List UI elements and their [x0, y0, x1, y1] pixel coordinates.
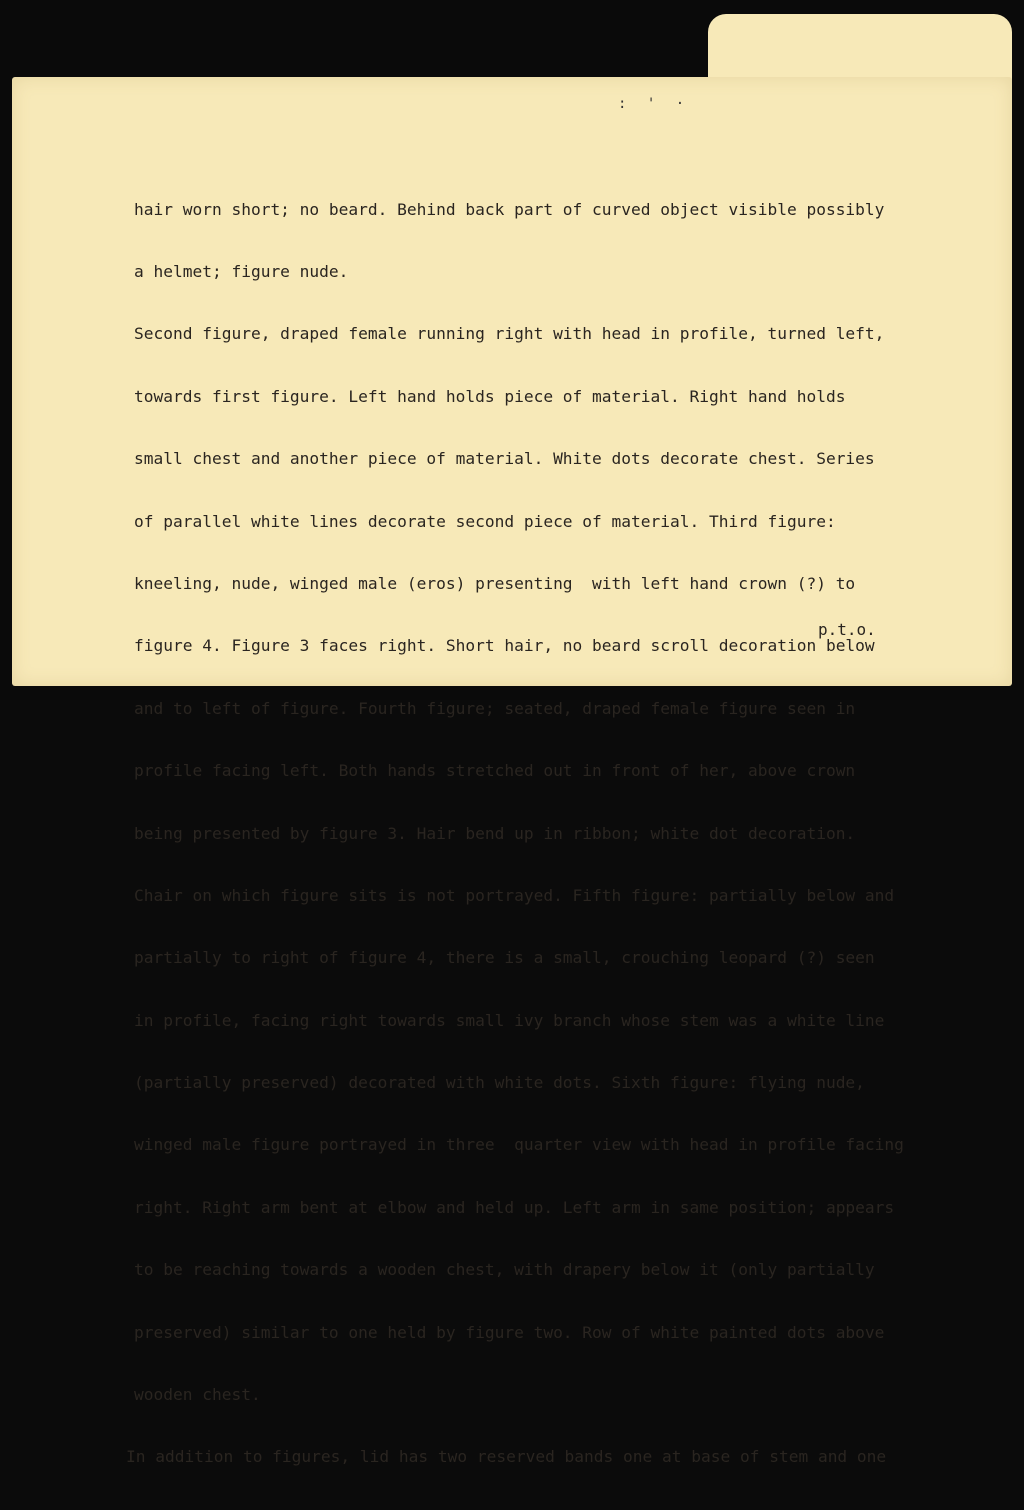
text-line: small chest and another piece of material. White dots decorate chest. Series: [134, 449, 875, 469]
text-line: Second figure, draped female running right with head in profile, turned left,: [134, 324, 885, 344]
text-line: Chair on which figure sits is not portrayed. Fifth figure: partially below and: [134, 885, 895, 905]
page-turn-note: p.t.o.: [818, 620, 876, 639]
text-line: in profile, facing right towards small ivy branch whose stem was a white line: [134, 1010, 885, 1030]
text-line: figure 4. Figure 3 faces right. Short hair, no beard scroll decoration below: [134, 636, 875, 656]
text-line: of parallel white lines decorate second piece of material. Third figure:: [134, 511, 836, 531]
text-line: being presented by figure 3. Hair bend up in ribbon; white dot decoration.: [134, 823, 856, 843]
text-line: (partially preserved) decorated with white dots. Sixth figure: flying nude,: [134, 1073, 865, 1093]
text-line: a helmet; figure nude.: [134, 261, 349, 281]
text-line: partially to right of figure 4, there is a small, crouching leopard (?) seen: [134, 948, 875, 968]
text-line: winged male figure portrayed in three quarter view with head in profile facing: [134, 1135, 904, 1155]
text-line: and to left of figure. Fourth figure; seated, draped female figure seen in: [134, 698, 856, 718]
ink-marks: : ' ·: [618, 96, 691, 112]
text-line: right. Right arm bent at elbow and held up. Left arm in same position; appears: [134, 1197, 895, 1217]
text-line: preserved) similar to one held by figure two. Row of white painted dots above: [134, 1322, 885, 1342]
text-line: hair worn short; no beard. Behind back part of curved object visible possibly: [134, 199, 885, 219]
typed-description: [126, 158, 964, 1510]
text-line: In addition to figures, lid has two reserved bands one at base of stem and one: [126, 1447, 887, 1467]
text-line: profile facing left. Both hands stretched out in front of her, above crown: [134, 761, 856, 781]
text-line: towards first figure. Left hand holds piece of material. Right hand holds: [134, 386, 846, 406]
text-line: kneeling, nude, winged male (eros) presenting with left hand crown (?) to: [134, 573, 856, 593]
text-line: wooden chest.: [134, 1385, 261, 1405]
text-line: to be reaching towards a wooden chest, with drapery below it (only partially: [134, 1260, 875, 1280]
